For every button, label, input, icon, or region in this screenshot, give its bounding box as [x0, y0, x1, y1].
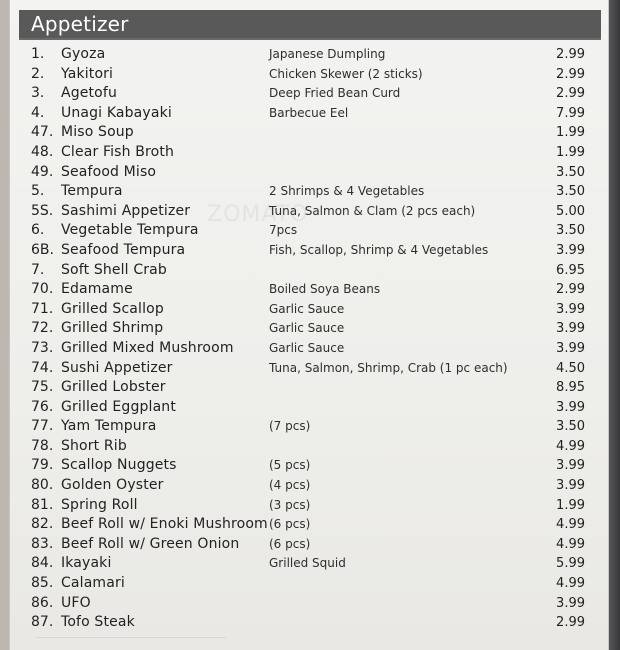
item-number: 5.	[31, 183, 45, 200]
menu-item	[31, 574, 591, 594]
item-number: 79.	[31, 457, 54, 474]
item-name: Scallop Nuggets	[61, 457, 177, 474]
item-number: 84.	[31, 555, 54, 572]
item-name: Grilled Scallop	[61, 300, 164, 317]
item-name: Edamame	[61, 281, 133, 298]
item-price: 7.99	[556, 105, 585, 121]
item-price: 3.50	[556, 164, 585, 180]
item-name: Clear Fish Broth	[61, 143, 174, 160]
item-name: Tofo Steak	[61, 614, 135, 631]
item-name: Spring Roll	[61, 496, 138, 513]
menu-item	[31, 339, 591, 359]
item-number: 3.	[31, 85, 45, 102]
item-number: 74.	[31, 359, 54, 376]
item-price: 3.50	[556, 184, 585, 200]
item-description: (5 pcs)	[269, 458, 311, 473]
item-price: 4.99	[556, 517, 585, 533]
item-name: Grilled Shrimp	[61, 320, 164, 337]
item-number: 2.	[31, 65, 45, 82]
item-number: 5S.	[31, 202, 54, 219]
menu-item	[31, 594, 591, 614]
item-price: 3.50	[556, 419, 585, 435]
item-price: 3.99	[556, 478, 585, 494]
item-number: 7.	[31, 261, 45, 278]
item-number: 80.	[31, 477, 54, 494]
item-description: Fish, Scallop, Shrimp & 4 Vegetables	[269, 242, 489, 257]
item-number: 86.	[31, 594, 54, 611]
item-number: 6.	[31, 222, 45, 239]
item-price: 4.99	[556, 438, 585, 454]
item-name: Gyoza	[61, 46, 106, 62]
item-price: 3.99	[556, 321, 585, 337]
item-number: 1.	[31, 46, 45, 62]
item-price: 5.99	[556, 556, 585, 572]
item-description: Garlic Sauce	[269, 321, 345, 336]
item-name: Agetofu	[61, 85, 117, 102]
page-left-edge	[0, 0, 10, 650]
item-description: (7 pcs)	[269, 419, 311, 434]
item-name: Vegetable Tempura	[61, 222, 199, 239]
item-number: 48.	[31, 143, 54, 160]
menu-item	[31, 123, 591, 143]
item-price: 3.99	[556, 399, 585, 415]
item-name: Ikayaki	[61, 555, 112, 572]
item-name: Yam Tempura	[61, 418, 157, 435]
item-description: Boiled Soya Beans	[269, 282, 381, 297]
menu-item	[31, 398, 591, 418]
item-number: 70.	[31, 281, 54, 298]
item-price: 3.99	[556, 340, 585, 356]
item-price: 6.95	[556, 262, 585, 278]
item-description: 7pcs	[269, 223, 298, 238]
item-name: Miso Soup	[61, 124, 134, 141]
item-description: Grilled Squid	[269, 556, 346, 571]
item-name: Seafood Miso	[61, 163, 157, 180]
item-description: Tuna, Salmon & Clam (2 pcs each)	[269, 203, 476, 218]
page-right-border	[608, 0, 620, 650]
item-name: Golden Oyster	[61, 477, 164, 494]
item-number: 75.	[31, 379, 54, 396]
item-name: Grilled Lobster	[61, 379, 166, 396]
item-name: Calamari	[61, 575, 125, 592]
menu-item	[31, 45, 591, 65]
item-price: 3.99	[556, 458, 585, 474]
item-price: 1.99	[556, 125, 585, 141]
item-description: Garlic Sauce	[269, 340, 345, 355]
item-number: 73.	[31, 339, 54, 356]
menu-item	[31, 241, 591, 261]
item-price: 2.99	[556, 615, 585, 631]
item-name: Unagi Kabayaki	[61, 104, 172, 121]
item-price: 4.99	[556, 576, 585, 592]
item-name: UFO	[61, 594, 91, 611]
item-description: (4 pcs)	[269, 478, 311, 493]
menu-item	[31, 378, 591, 398]
item-number: 4.	[31, 104, 45, 121]
item-number: 87.	[31, 614, 54, 631]
item-price: 2.99	[556, 66, 585, 82]
menu-item	[31, 456, 591, 476]
menu-item	[31, 359, 591, 379]
menu-item	[31, 261, 591, 281]
item-number: 82.	[31, 516, 54, 533]
menu-item	[31, 476, 591, 496]
item-description: 2 Shrimps & 4 Vegetables	[269, 184, 425, 199]
item-number: 78.	[31, 437, 54, 454]
menu-item	[31, 515, 591, 535]
item-number: 47.	[31, 124, 54, 141]
item-number: 72.	[31, 320, 54, 337]
menu-item	[31, 535, 591, 555]
item-number: 6B.	[31, 241, 54, 258]
item-price: 3.50	[556, 223, 585, 239]
menu-item	[31, 143, 591, 163]
item-price: 1.99	[556, 497, 585, 513]
item-description: (3 pcs)	[269, 497, 311, 512]
item-price: 3.99	[556, 242, 585, 258]
item-name: Tempura	[61, 183, 123, 200]
menu-item	[31, 202, 591, 222]
item-number: 81.	[31, 496, 54, 513]
item-name: Grilled Mixed Mushroom	[61, 339, 234, 356]
item-number: 83.	[31, 535, 54, 552]
item-price: 3.99	[556, 595, 585, 611]
item-price: 3.99	[556, 301, 585, 317]
menu-item	[31, 437, 591, 457]
item-number: 85.	[31, 575, 54, 592]
item-description: Chicken Skewer (2 sticks)	[269, 66, 423, 81]
item-price: 5.00	[556, 203, 585, 219]
watermark: ZOMATO	[207, 202, 309, 227]
item-price: 2.99	[556, 47, 585, 62]
item-number: 71.	[31, 300, 54, 317]
item-description: Deep Fried Bean Curd	[269, 86, 401, 101]
item-name: Beef Roll w/ Green Onion	[61, 535, 240, 552]
item-number: 77.	[31, 418, 54, 435]
menu-list	[31, 45, 591, 633]
item-name: Short Rib	[61, 437, 127, 454]
menu-item	[31, 417, 591, 437]
menu-item	[31, 280, 591, 300]
section-title: Appetizer	[31, 12, 129, 36]
item-name: Beef Roll w/ Enoki Mushroom	[61, 516, 268, 533]
item-description: Barbecue Eel	[269, 105, 349, 120]
item-price: 4.50	[556, 360, 585, 376]
item-name: Sushi Appetizer	[61, 359, 173, 376]
menu-item	[31, 65, 591, 85]
item-price: 8.95	[556, 380, 585, 396]
item-price: 1.99	[556, 144, 585, 160]
item-price: 2.99	[556, 86, 585, 102]
footer-divider	[36, 637, 226, 644]
menu-item	[31, 182, 591, 202]
item-name: Grilled Eggplant	[61, 398, 176, 415]
menu-item	[31, 613, 591, 633]
item-description: Tuna, Salmon, Shrimp, Crab (1 pc each)	[269, 360, 508, 375]
item-description: (6 pcs)	[269, 517, 311, 532]
item-description: Japanese Dumpling	[269, 47, 386, 61]
menu-item	[31, 104, 591, 124]
menu-item	[31, 496, 591, 516]
item-description: Garlic Sauce	[269, 301, 345, 316]
menu-item	[31, 221, 591, 241]
menu-item	[31, 84, 591, 104]
section-header	[19, 10, 601, 40]
menu-item	[31, 554, 591, 574]
item-price: 2.99	[556, 282, 585, 298]
item-name: Seafood Tempura	[61, 241, 186, 258]
item-name: Yakitori	[61, 65, 114, 82]
item-name: Soft Shell Crab	[61, 261, 167, 278]
menu-item	[31, 319, 591, 339]
menu-item	[31, 300, 591, 320]
item-number: 49.	[31, 163, 54, 180]
menu-item	[31, 163, 591, 183]
item-number: 76.	[31, 398, 54, 415]
item-name: Sashimi Appetizer	[61, 202, 191, 219]
item-price: 4.99	[556, 536, 585, 552]
item-description: (6 pcs)	[269, 536, 311, 551]
